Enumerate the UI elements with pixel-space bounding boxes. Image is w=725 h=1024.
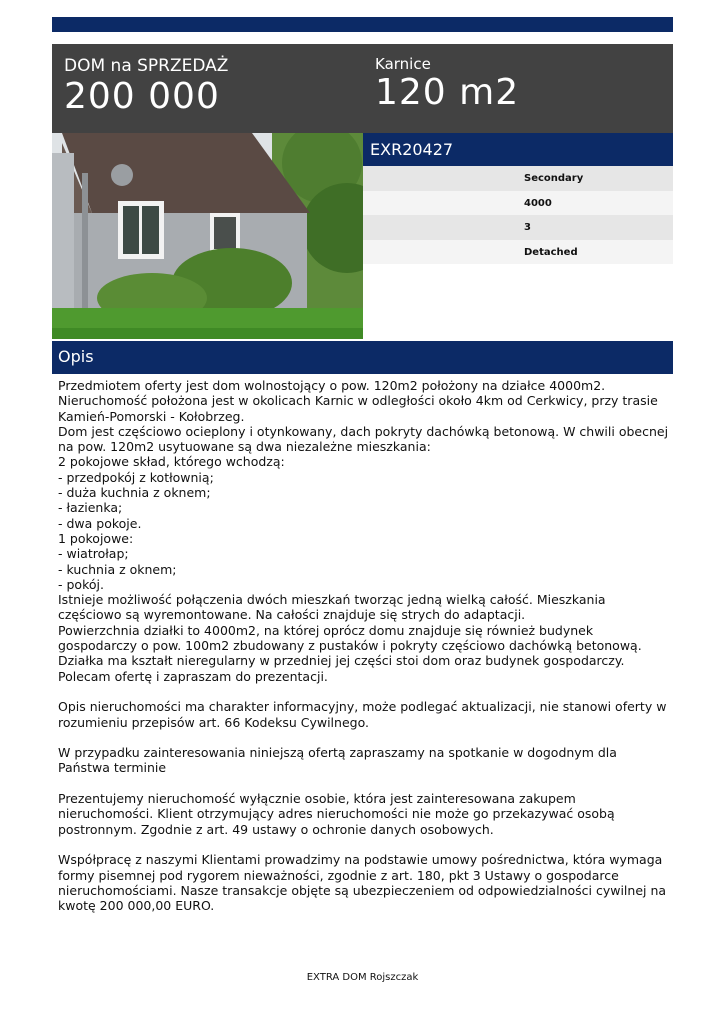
description-line bbox=[58, 684, 670, 699]
description-line: Istnieje możliwość połączenia dwóch mieszkań tworząc jedną wielką całość. Mieszkania częściowo są wyremontowane. Na całości znajduje się strych do adaptacji. bbox=[58, 592, 606, 623]
description-line bbox=[58, 730, 670, 745]
description-line: Polecam ofertę i zapraszam do prezentacji. bbox=[58, 668, 328, 684]
param-value: 4000 bbox=[524, 197, 552, 209]
description-line: Dom jest częściowo ocieplony i otynkowany, dach pokryty dachówką betonową. W chwili obecnej na pow. 120m2 usytuowane są dwa niezależne mieszkania: bbox=[58, 423, 669, 455]
listing-city: Karnice bbox=[375, 55, 431, 73]
footer-agency: EXTRA DOM Rojszczak bbox=[306, 972, 419, 983]
description-line: Nieruchomość położona jest w okolicach Karnic w odległości około 4km od Cerkwicy, przy trasie Kamień-Pomorski - Kołobrzeg. bbox=[58, 393, 658, 424]
description-line: - łazienka; bbox=[58, 500, 123, 516]
listing-type: DOM na SPRZEDAŻ bbox=[64, 56, 229, 76]
param-row bbox=[363, 215, 673, 240]
description-line bbox=[58, 776, 670, 791]
description-line: 1 pokojowe: bbox=[58, 530, 134, 546]
listing-price: 200 000 bbox=[64, 76, 220, 117]
parameters-table bbox=[363, 166, 673, 264]
description-line: - przedpokój z kotłownią; bbox=[58, 469, 214, 485]
listing-header bbox=[52, 44, 673, 133]
description-line: - wiatrołap; bbox=[58, 546, 129, 562]
description-body bbox=[58, 378, 670, 913]
listing-area: 120 m2 bbox=[375, 72, 520, 113]
description-line: - duża kuchnia z oknem; bbox=[58, 485, 211, 501]
section-title: Opis bbox=[58, 347, 94, 366]
description-line: W przypadku zainteresowania niniejszą ofertą zapraszamy na spotkanie w dogodnym dla Państwa terminie bbox=[58, 745, 617, 776]
param-value: Detached bbox=[524, 246, 578, 258]
param-value: 3 bbox=[524, 222, 531, 233]
param-row bbox=[363, 166, 673, 191]
description-line: 2 pokojowe skład, którego wchodzą: bbox=[58, 454, 285, 470]
param-value: Secondary bbox=[524, 173, 584, 184]
description-line: - kuchnia z oknem; bbox=[58, 561, 177, 577]
reference-number: EXR20427 bbox=[370, 140, 454, 159]
param-row bbox=[363, 191, 673, 216]
description-line: - pokój. bbox=[58, 576, 104, 592]
reference-bar bbox=[363, 133, 673, 166]
top-accent-bar bbox=[52, 17, 673, 32]
description-heading bbox=[52, 341, 673, 374]
description-line: Przedmiotem oferty jest dom wolnostojący o pow. 120m2 położony na działce 4000m2. bbox=[58, 378, 606, 393]
description-line: Prezentujemy nieruchomość wyłącznie osobie, która jest zainteresowana zakupem nieruchomości. Klient otrzymujący adres nieruchomości nie może go przekazywać osobą postronnym. Zgodnie z art. 49 ustawy o ochronie danych osobowych. bbox=[58, 791, 615, 837]
description-line: Współpracę z naszymi Klientami prowadzimy na podstawie umowy pośrednictwa, która wymaga formy pisemnej pod rygorem nieważności, zgodnie z art. 180, pkt 3 Ustawy o gospodarce nieruchomościami. Nasze transakcje objęte są ubezpieczeniem od odpowiedzialności cywilnej na kwotę 200 000,00 EURO. bbox=[58, 852, 667, 914]
description-line: Powierzchnia działki to 4000m2, na której oprócz domu znajduje się również budynek gospodarczy o pow. 100m2 zbudowany z pustaków i pokryty częściowo dachówką betonową. Działka ma kształt nieregularny w przedniej jej części stoi dom oraz budynek gospodarczy. bbox=[58, 622, 642, 669]
param-row bbox=[363, 240, 673, 265]
description-line: - dwa pokoje. bbox=[58, 515, 142, 531]
description-line: Opis nieruchomości ma charakter informacyjny, może podlegać aktualizacji, nie stanowi oferty w rozumieniu przepisów art. 66 Kodeksu Cywilnego. bbox=[58, 699, 667, 730]
property-photo bbox=[52, 133, 363, 339]
description-line bbox=[58, 837, 670, 852]
